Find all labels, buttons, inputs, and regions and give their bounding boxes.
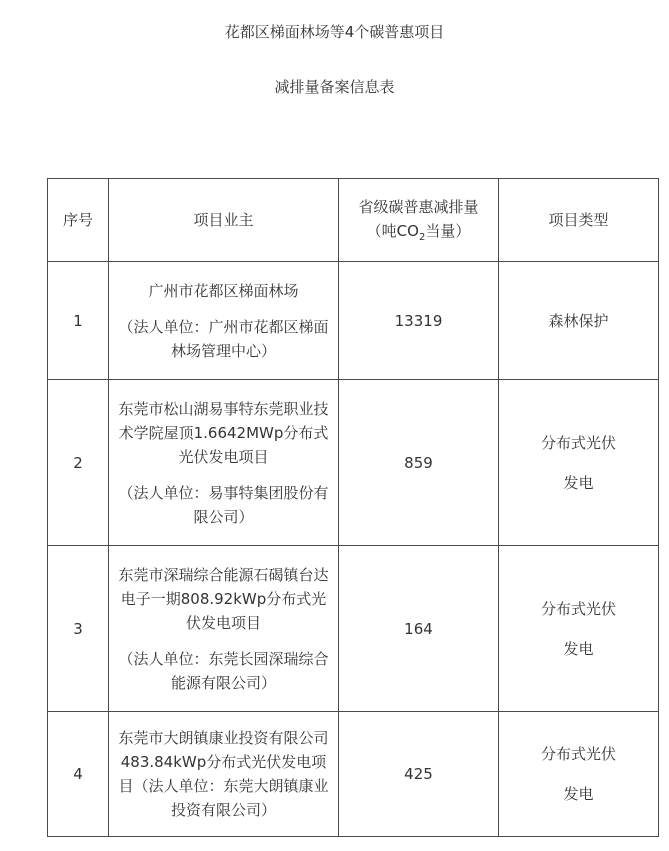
- table-row: [48, 546, 659, 712]
- row-reduction: 425: [339, 712, 499, 837]
- header-reduction-unit: [345, 219, 492, 246]
- row-owner: [109, 380, 339, 546]
- table-row: [48, 262, 659, 380]
- type-line-2: 发电: [563, 473, 594, 492]
- header-type: 项目类型: [499, 179, 659, 262]
- header-reduction: [339, 179, 499, 262]
- row-type: [499, 262, 659, 380]
- type-line-1: 分布式光伏: [540, 599, 616, 618]
- type-line-2: 发电: [563, 639, 594, 658]
- type-line-1: 分布式光伏: [540, 745, 616, 763]
- table-row: [48, 712, 659, 837]
- unit-suffix: 当量）: [425, 221, 471, 240]
- owner-legal-entity: （法人单位：广州市花都区梯面林场管理中心）: [118, 317, 329, 360]
- owner-legal-entity: （法人单位：东莞长园深瑞综合能源有限公司）: [118, 649, 329, 692]
- row-owner: [109, 262, 339, 380]
- row-owner: [109, 712, 339, 837]
- row-type: [499, 380, 659, 546]
- owner-legal-entity: （法人单位：易事特集团股份有限公司）: [118, 483, 329, 526]
- row-reduction: 859: [339, 380, 499, 546]
- type-line-1: 分布式光伏: [540, 433, 616, 452]
- row-owner: [109, 546, 339, 712]
- owner-name: 东莞市大朗镇康业投资有限公司483.84kWp分布式光伏发电项目（法人单位：东莞大朗镇康业投资有限公司）: [118, 729, 329, 819]
- owner-name: 东莞市松山湖易事特东莞职业技术学院屋顶1.6642MWp分布式光伏发电项目: [118, 399, 329, 466]
- row-index: 3: [48, 546, 109, 712]
- row-reduction: 164: [339, 546, 499, 712]
- header-index: 序号: [48, 179, 109, 262]
- owner-name: 广州市花都区梯面林场: [148, 281, 299, 300]
- records-table: [47, 178, 659, 837]
- row-type: [499, 712, 659, 837]
- type-line-1: 森林保护: [548, 311, 609, 330]
- row-reduction: 13319: [339, 262, 499, 380]
- unit-prefix: （吨CO: [366, 221, 419, 240]
- unit-subscript: 2: [418, 231, 426, 243]
- document-title: 花都区梯面林场等4个碳普惠项目: [224, 23, 445, 41]
- document-subtitle: 减排量备案信息表: [274, 78, 395, 96]
- header-owner: 项目业主: [109, 179, 339, 262]
- owner-name: 东莞市深瑞综合能源石碣镇台达电子一期808.92kWp分布式光伏发电项目: [118, 565, 329, 632]
- row-type: [499, 546, 659, 712]
- row-index: 2: [48, 380, 109, 546]
- table-header-row: [48, 179, 659, 262]
- type-line-2: 发电: [563, 785, 594, 803]
- table-row: [48, 380, 659, 546]
- row-index: 1: [48, 262, 109, 380]
- header-reduction-label: 省级碳普惠减排量: [358, 197, 479, 216]
- row-index: 4: [48, 712, 109, 837]
